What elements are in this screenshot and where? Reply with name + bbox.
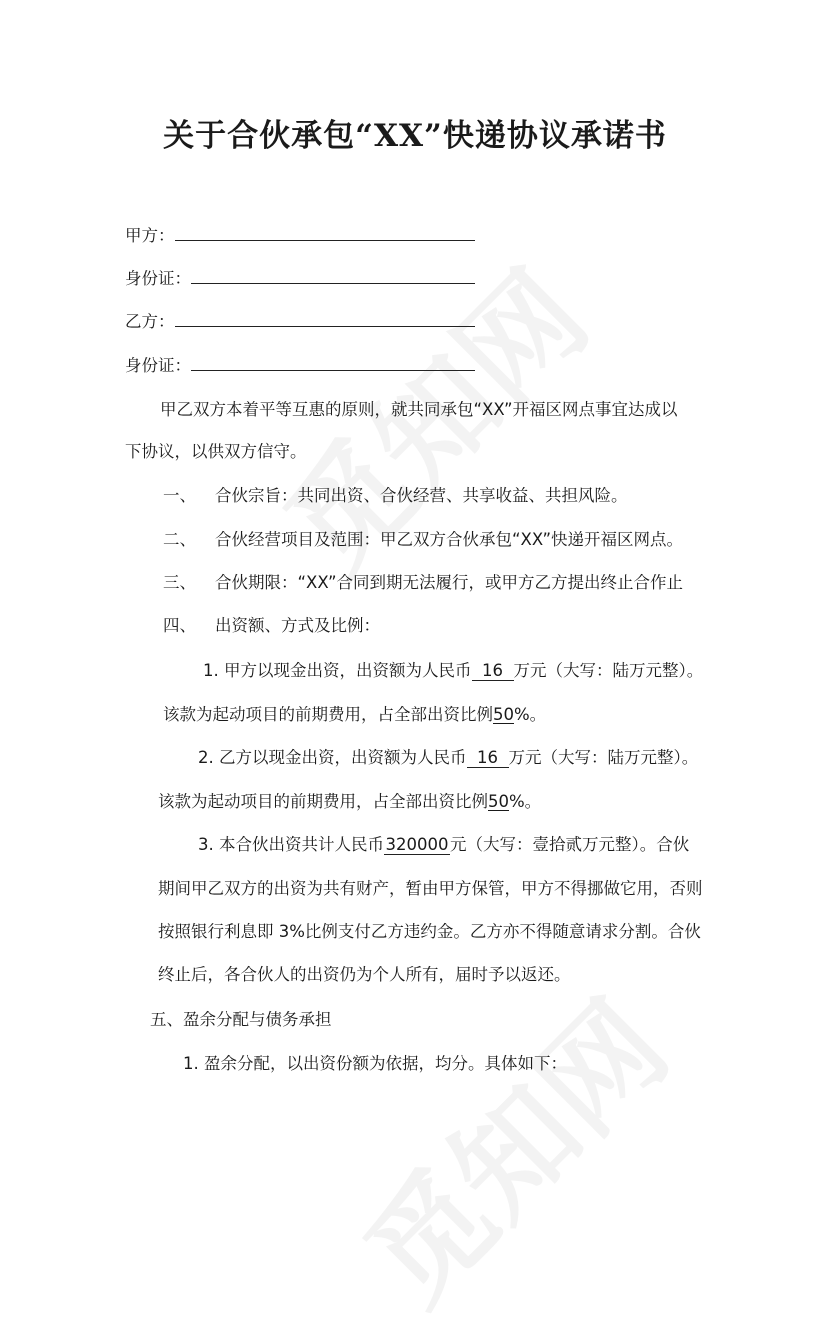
contribution-text: 万元（大写：陆万元整）。 bbox=[508, 748, 699, 767]
total-line-3: 按照银行利息即 3%比例支付乙方违约金。乙方亦不得随意请求分割。合伙 bbox=[158, 922, 701, 941]
contribution-text: %。 bbox=[514, 705, 547, 724]
section-number: 二、 bbox=[163, 530, 196, 549]
total-line-1 bbox=[198, 831, 689, 855]
contribution-2-line-2 bbox=[158, 788, 541, 812]
contribution-text: %。 bbox=[509, 792, 542, 811]
contribution-text: 2. 乙方以现金出资，出资额为人民币 bbox=[198, 748, 467, 767]
section-5-item-1: 1. 盈余分配，以出资份额为依据，均分。具体如下： bbox=[183, 1054, 567, 1073]
id-b-blank[interactable] bbox=[191, 352, 475, 371]
section-number: 四、 bbox=[163, 616, 196, 635]
section-3 bbox=[163, 569, 683, 593]
intro-line-2: 下协议，以供双方信守。 bbox=[125, 442, 307, 461]
ratio-field[interactable]: 50 bbox=[488, 792, 509, 811]
section-text: 合伙期限：“XX”合同到期无法履行，或甲方乙方提出终止合作止 bbox=[215, 573, 684, 592]
section-number: 三、 bbox=[163, 573, 196, 592]
section-4 bbox=[163, 612, 380, 636]
field-party-b bbox=[125, 308, 475, 332]
section-1 bbox=[163, 482, 628, 506]
amount-field[interactable]: 16 bbox=[472, 662, 514, 681]
section-text: 合伙宗旨：共同出资、合伙经营、共享收益、共担风险。 bbox=[215, 486, 628, 505]
section-text: 出资额、方式及比例： bbox=[215, 616, 380, 635]
intro-line-1: 甲乙双方本着平等互惠的原则，就共同承包“XX”开福区网点事宜达成以 bbox=[160, 400, 678, 419]
field-label: 甲方： bbox=[125, 226, 175, 245]
watermark bbox=[322, 958, 698, 1334]
document-title: 关于合伙承包“XX”快递协议承诺书 bbox=[163, 118, 667, 154]
contribution-text: 该款为起动项目的前期费用，占全部出资比例 bbox=[163, 705, 493, 724]
contribution-text: 万元（大写：陆万元整）。 bbox=[513, 661, 704, 680]
section-number: 一、 bbox=[163, 486, 196, 505]
total-amount-field[interactable]: 320000 bbox=[385, 835, 449, 854]
contribution-1-line-1 bbox=[203, 657, 703, 681]
section-2 bbox=[163, 526, 683, 550]
party-b-blank[interactable] bbox=[175, 308, 475, 327]
amount-field[interactable]: 16 bbox=[467, 749, 509, 768]
ratio-field[interactable]: 50 bbox=[493, 705, 514, 724]
section-text: 合伙经营项目及范围：甲乙双方合伙承包“XX”快递开福区网点。 bbox=[215, 530, 684, 549]
field-id-b bbox=[125, 352, 475, 376]
field-id-a bbox=[125, 265, 475, 289]
total-line-2: 期间甲乙双方的出资为共有财产，暂由甲方保管，甲方不得挪做它用，否则 bbox=[158, 879, 703, 898]
total-text: 3. 本合伙出资共计人民币 bbox=[198, 835, 384, 854]
total-text: 元（大写：壹拾贰万元整）。合伙 bbox=[450, 835, 690, 854]
contribution-1-line-2 bbox=[163, 701, 546, 725]
field-label: 身份证： bbox=[125, 269, 191, 288]
field-party-a bbox=[125, 222, 475, 246]
id-a-blank[interactable] bbox=[191, 265, 475, 284]
contribution-2-line-1 bbox=[198, 744, 698, 768]
total-line-4: 终止后，各合伙人的出资仍为个人所有，届时予以返还。 bbox=[158, 965, 571, 984]
contribution-text: 1. 甲方以现金出资，出资额为人民币 bbox=[203, 661, 472, 680]
section-5-heading: 五、盈余分配与债务承担 bbox=[150, 1010, 332, 1029]
field-label: 乙方： bbox=[125, 312, 175, 331]
contribution-text: 该款为起动项目的前期费用，占全部出资比例 bbox=[158, 792, 488, 811]
party-a-blank[interactable] bbox=[175, 222, 475, 241]
field-label: 身份证： bbox=[125, 356, 191, 375]
